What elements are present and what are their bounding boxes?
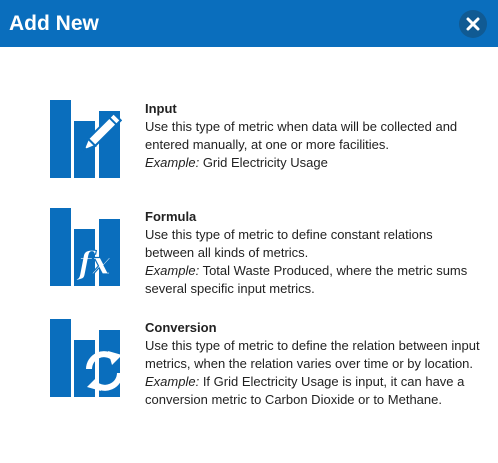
option-conversion-description: Use this type of metric to define the relation between input metrics, when the relation varies over time or by location. bbox=[145, 338, 480, 371]
option-formula-title: Formula bbox=[145, 209, 197, 224]
bar-chart-fx-icon bbox=[50, 208, 128, 286]
close-icon bbox=[459, 10, 487, 38]
option-input-description: Use this type of metric when data will be collected and entered manually, at one or more facilities. bbox=[145, 119, 458, 152]
example-text: Total Waste Produced, where the metric sums several specific input metrics. bbox=[145, 263, 468, 296]
option-formula[interactable] bbox=[0, 208, 498, 296]
option-input-title: Input bbox=[145, 101, 177, 116]
option-conversion-example bbox=[145, 373, 485, 409]
example-label: Example: bbox=[145, 263, 200, 278]
example-label: Example: bbox=[145, 374, 200, 389]
option-formula-description: Use this type of metric to define constant relations between all kinds of metrics. bbox=[145, 227, 433, 260]
example-text: Grid Electricity Usage bbox=[199, 155, 328, 170]
option-conversion-title: Conversion bbox=[145, 320, 217, 335]
svg-text:fx: fx bbox=[78, 244, 111, 282]
bar-chart-refresh-icon bbox=[50, 319, 128, 397]
option-input-text bbox=[145, 100, 485, 172]
example-label: Example: bbox=[145, 155, 200, 170]
option-conversion[interactable] bbox=[0, 319, 498, 444]
dialog-header bbox=[0, 0, 498, 47]
close-button[interactable] bbox=[459, 10, 487, 38]
option-input[interactable] bbox=[0, 100, 498, 182]
option-formula-text bbox=[145, 208, 485, 298]
option-input-example bbox=[145, 154, 485, 172]
option-formula-example bbox=[145, 262, 485, 298]
example-text: If Grid Electricity Usage is input, it can have a conversion metric to Carbon Dioxide or to Methane. bbox=[145, 374, 465, 407]
dialog-title: Add New bbox=[9, 12, 99, 35]
bar-chart-pencil-icon bbox=[50, 100, 128, 178]
option-conversion-text bbox=[145, 319, 485, 409]
